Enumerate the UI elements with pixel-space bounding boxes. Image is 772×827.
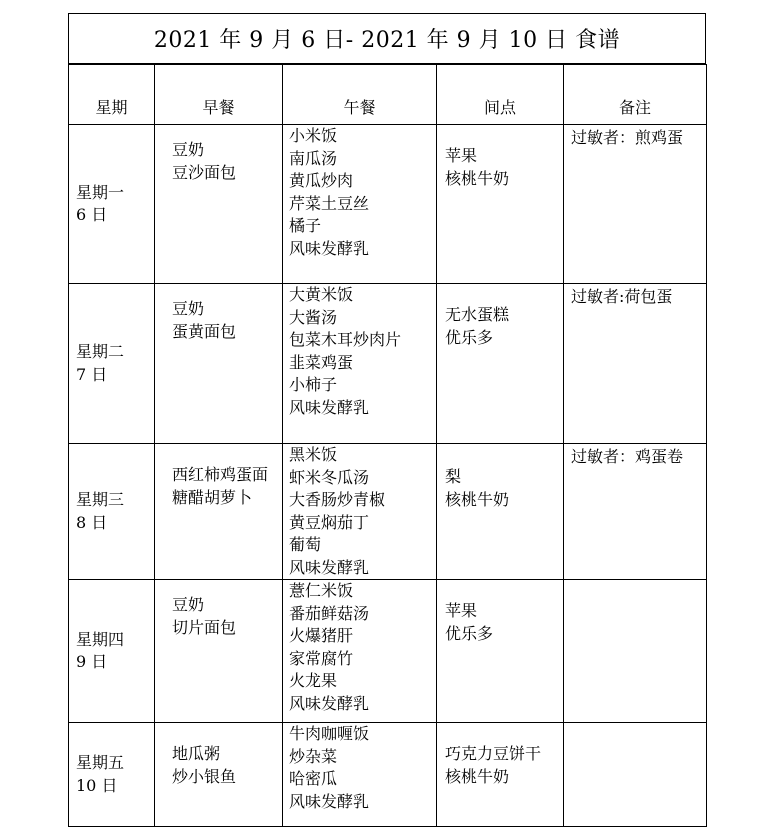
header-breakfast: 早餐 xyxy=(155,65,283,125)
table-row xyxy=(69,284,707,444)
lunch-item: 葡萄 xyxy=(289,535,322,554)
breakfast-cell xyxy=(155,284,283,444)
lunch-item: 番茄鲜菇汤 xyxy=(289,603,370,623)
breakfast-item: 炒小银鱼 xyxy=(172,766,237,786)
lunch-item: 黄瓜炒肉 xyxy=(289,171,354,190)
lunch-item: 风味发酵乳 xyxy=(289,557,370,577)
day-cell xyxy=(69,580,155,723)
snack-cell xyxy=(437,125,564,284)
day-cell xyxy=(69,284,155,444)
day-cell xyxy=(69,444,155,580)
lunch-cell xyxy=(283,284,437,444)
breakfast-cell xyxy=(155,444,283,580)
lunch-item: 小米饭 xyxy=(289,126,338,145)
table-row xyxy=(69,723,707,827)
lunch-item: 黑米饭 xyxy=(289,445,338,464)
note-cell xyxy=(564,723,707,827)
day-label: 星期五 xyxy=(76,753,125,772)
day-label: 星期三 xyxy=(76,490,125,509)
note-cell xyxy=(564,444,707,580)
day-label: 星期一 xyxy=(76,182,125,202)
breakfast-item: 豆奶 xyxy=(172,595,205,614)
snack-item: 梨 xyxy=(445,467,462,486)
snack-item: 核桃牛奶 xyxy=(445,168,510,188)
date-label: 7 日 xyxy=(76,364,108,384)
note-text: 过敏者:荷包蛋 xyxy=(571,287,673,306)
header-lunch: 午餐 xyxy=(283,65,437,125)
day-label: 星期二 xyxy=(76,342,125,361)
lunch-item: 风味发酵乳 xyxy=(289,693,370,713)
day-cell xyxy=(69,723,155,827)
header-day: 星期 xyxy=(69,65,155,125)
lunch-item: 大酱汤 xyxy=(289,307,338,327)
menu-table xyxy=(68,64,707,827)
lunch-item: 风味发酵乳 xyxy=(289,791,370,811)
breakfast-item: 西红柿鸡蛋面 xyxy=(172,465,269,484)
snack-cell xyxy=(437,723,564,827)
breakfast-item: 蛋黄面包 xyxy=(172,321,237,341)
header-row xyxy=(69,65,707,125)
note-cell xyxy=(564,580,707,723)
page-title: 2021 年 9 月 6 日- 2021 年 9 月 10 日 食谱 xyxy=(68,13,706,64)
menu-body xyxy=(69,125,707,827)
snack-item: 无水蛋糕 xyxy=(445,305,510,324)
lunch-cell xyxy=(283,723,437,827)
date-label: 8 日 xyxy=(76,512,108,532)
lunch-item: 牛肉咖喱饭 xyxy=(289,724,370,743)
day-label: 星期四 xyxy=(76,629,125,649)
lunch-item: 黄豆焖茄丁 xyxy=(289,512,370,532)
breakfast-item: 地瓜粥 xyxy=(172,744,221,763)
lunch-item: 哈密瓜 xyxy=(289,769,338,788)
table-row xyxy=(69,444,707,580)
breakfast-item: 豆奶 xyxy=(172,140,205,159)
day-cell xyxy=(69,125,155,284)
breakfast-item: 糖醋胡萝卜 xyxy=(172,487,253,507)
lunch-item: 火爆猪肝 xyxy=(289,626,354,645)
menu-document xyxy=(68,13,706,827)
lunch-cell xyxy=(283,444,437,580)
lunch-item: 虾米冬瓜汤 xyxy=(289,467,370,487)
lunch-cell xyxy=(283,580,437,723)
breakfast-item: 豆沙面包 xyxy=(172,162,237,182)
table-row xyxy=(69,125,707,284)
lunch-item: 风味发酵乳 xyxy=(289,238,370,258)
snack-item: 优乐多 xyxy=(445,623,494,643)
lunch-item: 芹菜土豆丝 xyxy=(289,193,370,213)
snack-cell xyxy=(437,284,564,444)
note-text: 过敏者：煎鸡蛋 xyxy=(571,128,684,147)
snack-item: 优乐多 xyxy=(445,327,494,347)
table-row xyxy=(69,580,707,723)
date-label: 9 日 xyxy=(76,652,108,671)
lunch-item: 风味发酵乳 xyxy=(289,397,370,417)
lunch-item: 家常腐竹 xyxy=(289,648,354,668)
breakfast-item: 豆奶 xyxy=(172,299,205,318)
snack-item: 苹果 xyxy=(445,601,478,620)
snack-item: 核桃牛奶 xyxy=(445,766,510,786)
lunch-cell xyxy=(283,125,437,284)
breakfast-cell xyxy=(155,723,283,827)
note-text: 过敏者：鸡蛋卷 xyxy=(571,447,684,466)
lunch-item: 炒杂菜 xyxy=(289,746,338,766)
breakfast-cell xyxy=(155,580,283,723)
note-cell xyxy=(564,125,707,284)
breakfast-cell xyxy=(155,125,283,284)
header-note: 备注 xyxy=(564,65,707,125)
date-label: 10 日 xyxy=(76,775,118,795)
snack-cell xyxy=(437,580,564,723)
breakfast-item: 切片面包 xyxy=(172,617,237,637)
note-cell xyxy=(564,284,707,444)
lunch-item: 韭菜鸡蛋 xyxy=(289,352,354,372)
snack-item: 巧克力豆饼干 xyxy=(445,744,542,763)
lunch-item: 大香肠炒青椒 xyxy=(289,490,386,509)
lunch-item: 火龙果 xyxy=(289,671,338,690)
snack-item: 核桃牛奶 xyxy=(445,489,510,509)
lunch-item: 小柿子 xyxy=(289,375,338,394)
lunch-item: 橘子 xyxy=(289,216,322,235)
lunch-item: 薏仁米饭 xyxy=(289,581,354,600)
lunch-item: 包菜木耳炒肉片 xyxy=(289,330,402,349)
snack-item: 苹果 xyxy=(445,146,478,165)
snack-cell xyxy=(437,444,564,580)
lunch-item: 南瓜汤 xyxy=(289,148,338,168)
lunch-item: 大黄米饭 xyxy=(289,285,354,304)
date-label: 6 日 xyxy=(76,205,108,224)
header-snack: 间点 xyxy=(437,65,564,125)
